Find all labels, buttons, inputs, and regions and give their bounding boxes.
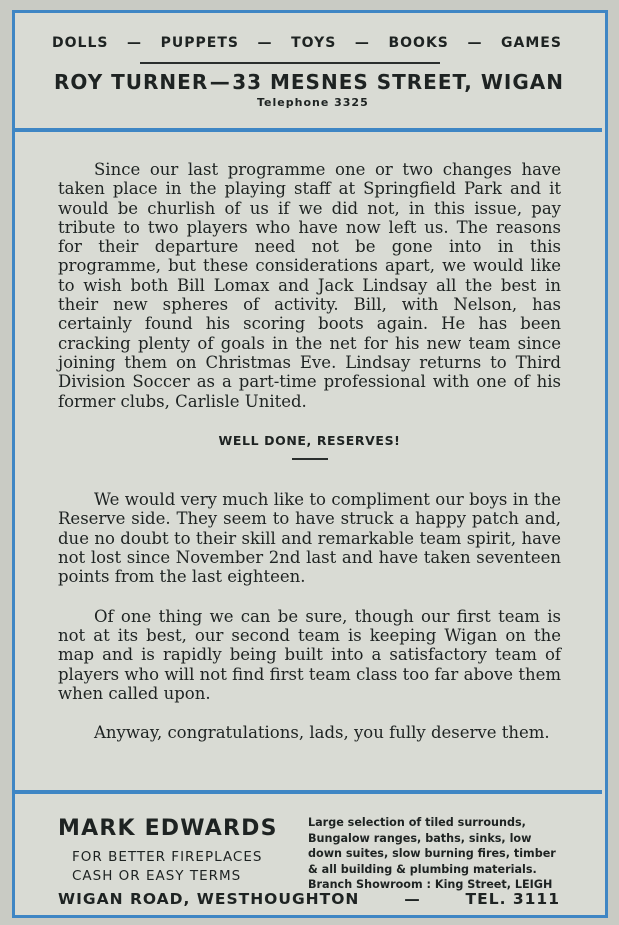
separator: —: [467, 35, 483, 51]
separator: —: [209, 70, 231, 94]
advertiser-name: MARK EDWARDS: [58, 816, 278, 841]
separator: —: [354, 35, 370, 51]
advertiser-address-line: [58, 890, 560, 908]
product-item: TOYS: [291, 35, 337, 51]
advertiser-telephone: TEL. 3111: [465, 890, 560, 908]
article-body: [58, 160, 561, 742]
product-description: [308, 815, 570, 893]
description-line: Bungalow ranges, baths, sinks, low: [308, 831, 532, 845]
separator: —: [257, 35, 273, 51]
divider: [292, 458, 328, 460]
product-item: DOLLS: [52, 35, 109, 51]
description-line: & all building & plumbing materials.: [308, 862, 537, 876]
product-item: PUPPETS: [160, 35, 239, 51]
tagline: FOR BETTER FIREPLACES: [72, 849, 263, 865]
paragraph: Anyway, congratulations, lads, you fully deserve them.: [94, 723, 550, 743]
paragraph: Since our last programme one or two changes have taken place in the playing staff at Springfield Park and it would be churlish of us if we did not, in this issue, pay tribute to two players who have now left us. The reasons for their departure need not be gone into in this programme, but these considerations apart, we would like to wish both Bill Lomax and Jack Lindsay all the best in their new spheres of activity. Bill, with Nelson, has certainly found his scoring boots again. He has been cracking plenty of goals in the net for his new team since joining them on Christmas Eve. Lindsay returns to Third Division Soccer as a part-time professional with one of his former clubs, Carlisle United.: [58, 160, 561, 411]
divider: [140, 62, 440, 64]
separator: —: [127, 35, 143, 51]
tagline: CASH OR EASY TERMS: [72, 868, 242, 884]
paragraph: Of one thing we can be sure, though our first team is not at its best, our second team is keeping Wigan on the map and is rapidly being built into a satisfactory team of players who will not find first team class too far above them when called upon.: [58, 606, 561, 703]
roy-turner-advert: [12, 10, 602, 132]
section-heading: WELL DONE, RESERVES!: [218, 432, 401, 448]
advertiser-address: WIGAN ROAD, WESTHOUGHTON: [58, 890, 360, 908]
shop-name-line: [54, 70, 564, 94]
mark-edwards-advert: [12, 790, 602, 916]
shop-telephone: Telephone 3325: [257, 96, 369, 109]
description-line: down suites, slow burning fires, timber: [308, 847, 556, 861]
product-item: GAMES: [501, 35, 562, 51]
description-line: Branch Showroom : King Street, LEIGH: [308, 878, 553, 892]
separator: —: [404, 890, 421, 908]
paragraph: We would very much like to compliment our boys in the Reserve side. They seem to have struck a happy patch and, due no doubt to their skill and remarkable team spirit, have not lost since November 2nd last and have taken seventeen points from the last eighteen.: [58, 490, 561, 587]
product-list: [52, 35, 562, 51]
shop-address: 33 MESNES STREET, WIGAN: [232, 70, 564, 94]
description-line: Large selection of tiled surrounds,: [308, 816, 526, 829]
product-item: BOOKS: [388, 35, 449, 51]
shop-name: ROY TURNER: [54, 70, 209, 94]
programme-page: [12, 10, 608, 918]
